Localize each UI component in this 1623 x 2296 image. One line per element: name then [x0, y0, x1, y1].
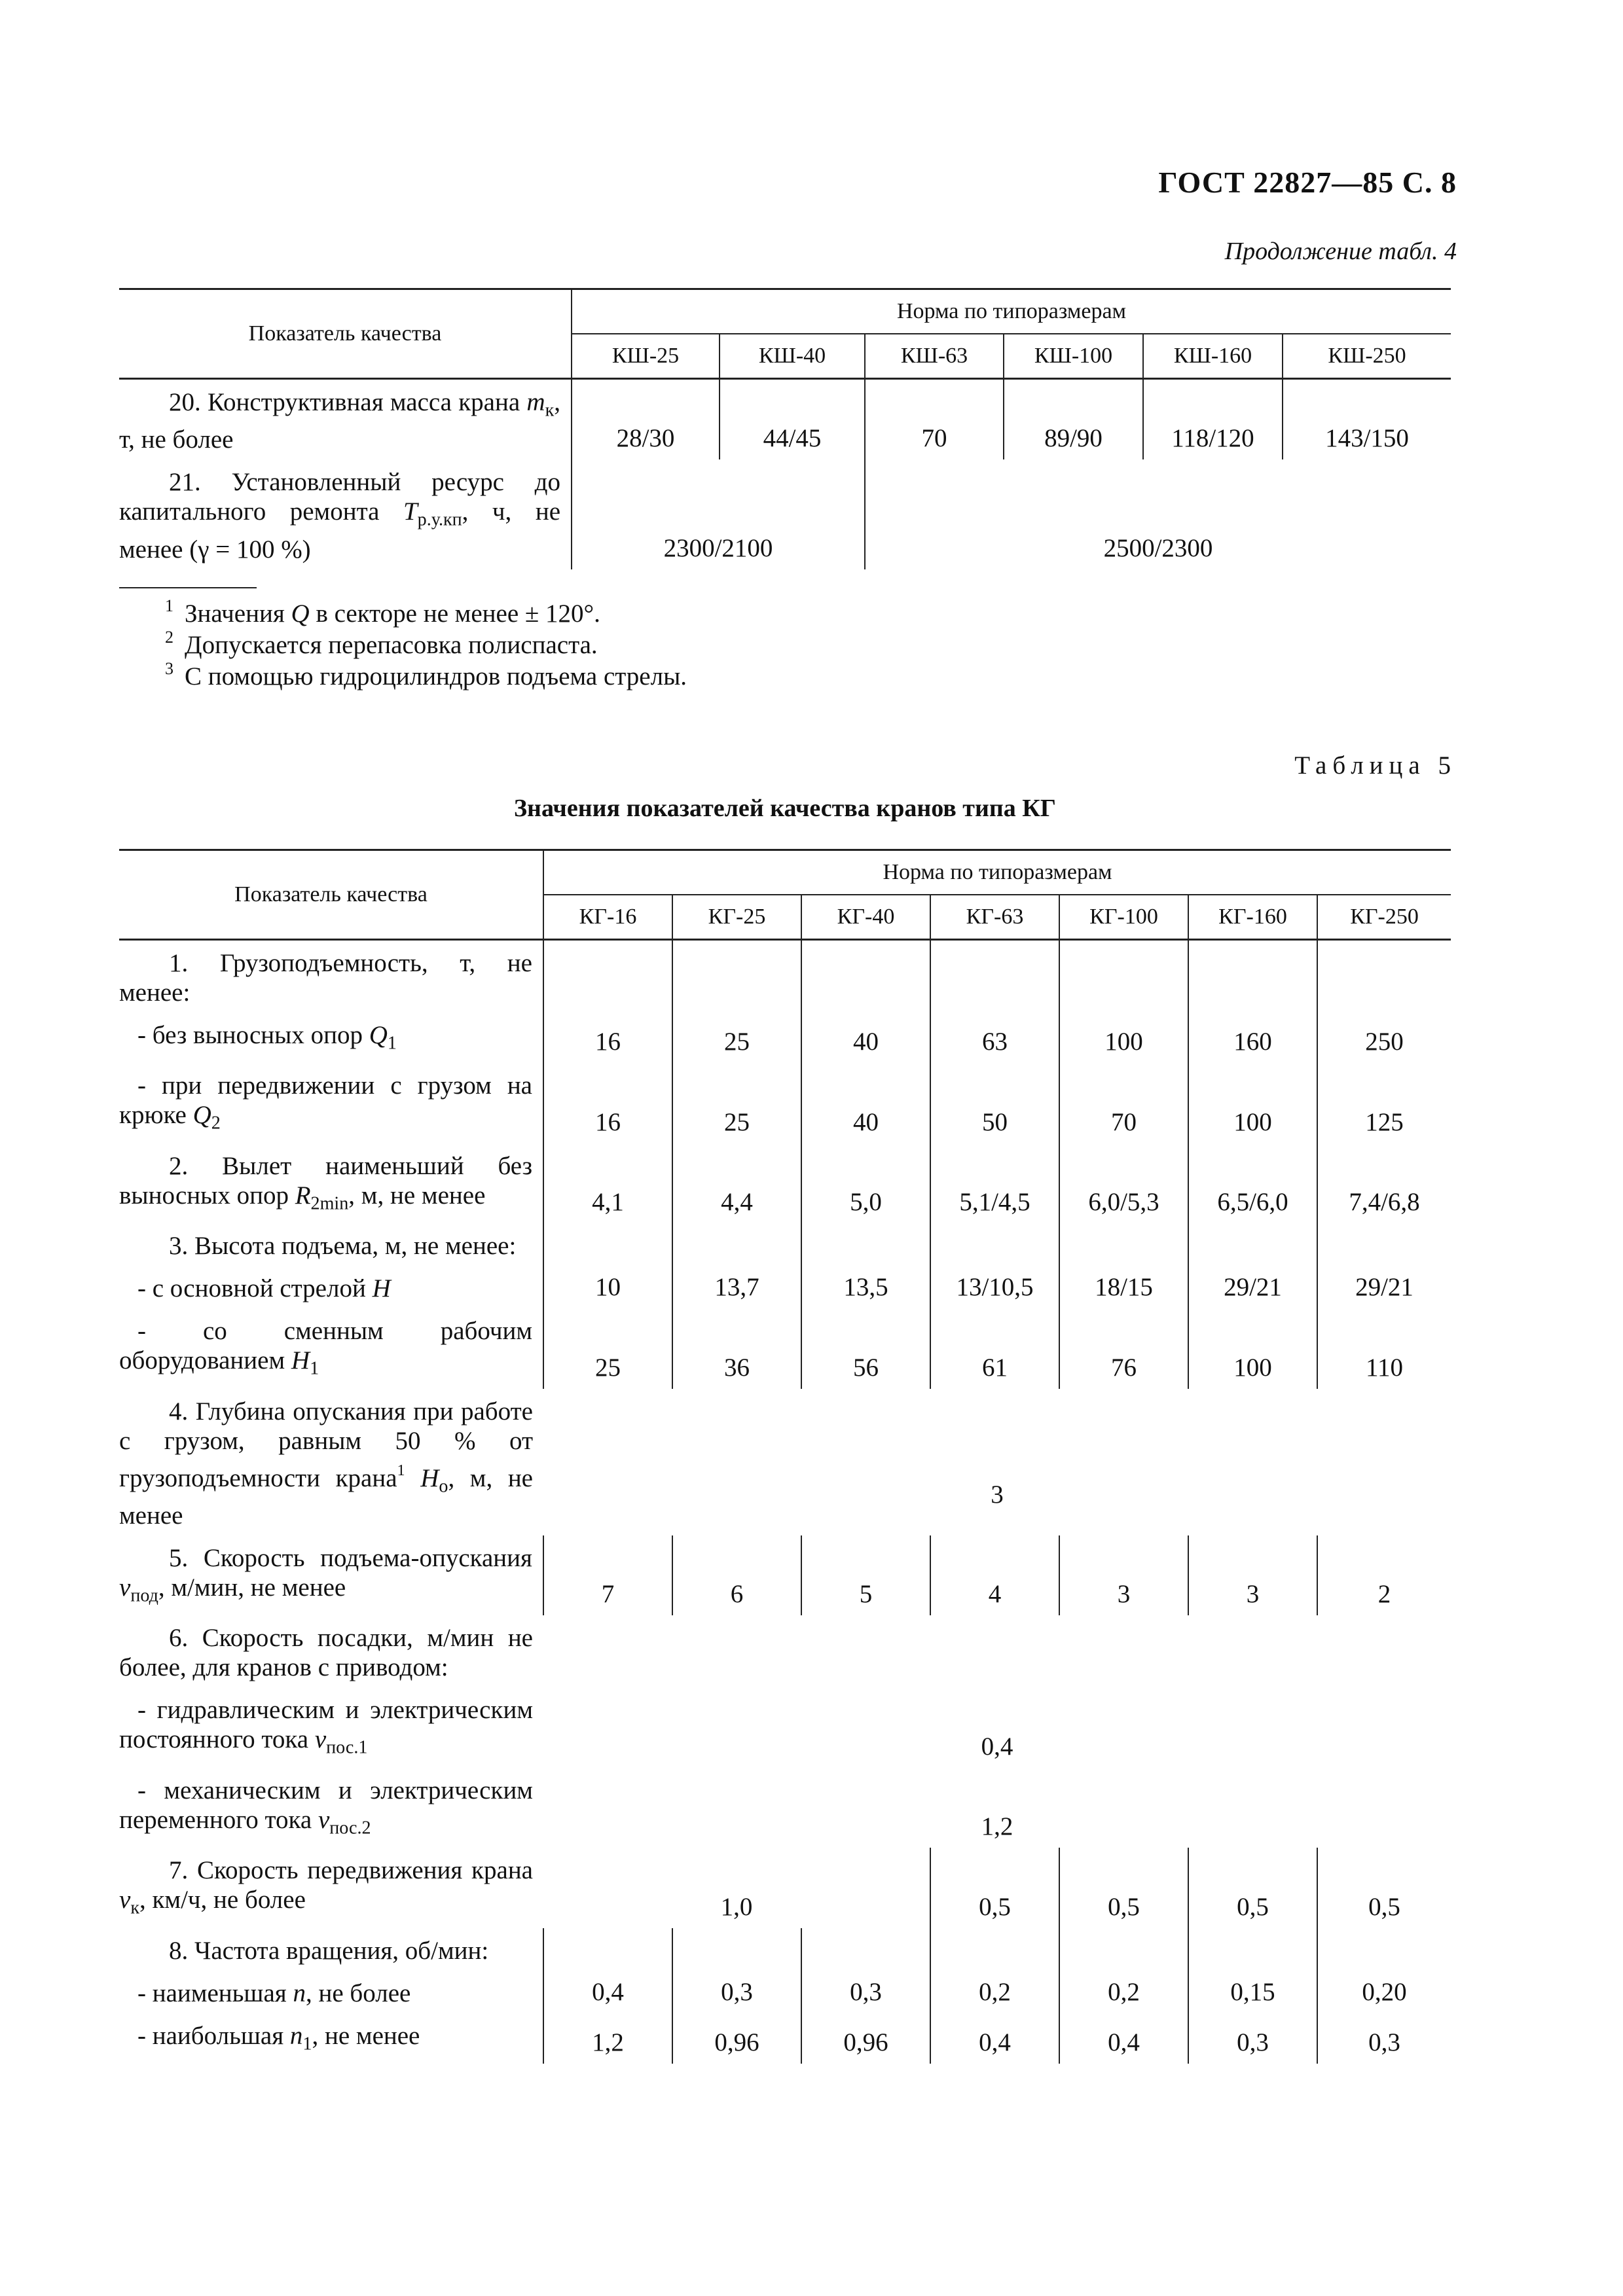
row-label: 21. Установленный ресурс до капитального ремонта $T_{р.у.кп}$, ч, не менее (γ = 100 %) — [119, 468, 561, 564]
table-cell: 1,0 — [720, 1892, 753, 1921]
table-cell: 3 — [1059, 1535, 1188, 1615]
table-cell: 7,4/6,8 — [1317, 1143, 1451, 1223]
table-row — [119, 459, 1451, 569]
footnote-divider — [119, 587, 257, 588]
table-4 — [119, 288, 1451, 569]
table-cell: 6,0/5,3 — [1059, 1143, 1188, 1223]
table-cell: 0,4 — [1059, 2013, 1188, 2064]
quality-indicator-header: Показатель качества — [119, 289, 572, 379]
column-header: КГ-160 — [1188, 895, 1317, 940]
table-cell: 10 — [543, 1266, 672, 1308]
table-cell: 100 — [1188, 1063, 1317, 1143]
column-header: КШ-250 — [1283, 334, 1451, 379]
table-row — [119, 1768, 1451, 1848]
table-cell: 36 — [672, 1308, 801, 1388]
table-cell: 143/150 — [1283, 379, 1451, 460]
row-label: 7. Скорость передвижения крана $v_к$, км/ч, не более — [119, 1856, 533, 1918]
norm-group-header: Норма по типоразмерам — [543, 850, 1451, 895]
table-cell: 56 — [801, 1308, 930, 1388]
table-cell: 1,2 — [543, 2013, 672, 2064]
table-cell: 7 — [543, 1535, 672, 1615]
column-header: КГ-25 — [672, 895, 801, 940]
table-row — [119, 1266, 1451, 1308]
column-header: КШ-160 — [1143, 334, 1283, 379]
table-row — [119, 940, 1451, 1013]
table-cell: 29/21 — [1188, 1266, 1317, 1308]
table-cell: 110 — [1317, 1308, 1451, 1388]
table-cell: 70 — [865, 379, 1004, 460]
table-cell: 25 — [672, 1013, 801, 1063]
table-row — [119, 1687, 1451, 1767]
footnote: 2 Допускается перепасовка полиспаста. — [165, 628, 598, 659]
row-label: 6. Скорость посадки, м/мин не более, для кранов с приводом: — [119, 1624, 533, 1682]
table-row — [119, 1535, 1451, 1615]
table-row — [119, 1308, 1451, 1388]
table-cell: 25 — [672, 1063, 801, 1143]
table-cell: 50 — [930, 1063, 1059, 1143]
table-cell: 25 — [543, 1308, 672, 1388]
table-cell: 118/120 — [1143, 379, 1283, 460]
table-cell: 0,5 — [930, 1848, 1059, 1928]
table-cell: 0,5 — [1059, 1848, 1188, 1928]
table-cell: 0,4 — [930, 2013, 1059, 2064]
document-header: ГОСТ 22827—85 С. 8 — [1158, 166, 1457, 199]
table-cell: 16 — [543, 1063, 672, 1143]
table-cell: 16 — [543, 1013, 672, 1063]
table-cell: 0,96 — [801, 2013, 930, 2064]
column-header: КГ-100 — [1059, 895, 1188, 940]
table-row — [119, 1063, 1451, 1143]
table-cell: 2300/2100 — [572, 459, 865, 569]
table-row — [119, 1143, 1451, 1223]
row-label: - наибольшая $n_1$, не менее — [137, 2021, 420, 2054]
table-number-label: Таблица 5 — [1294, 751, 1457, 780]
table-cell: 63 — [930, 1013, 1059, 1063]
table-continuation-caption: Продолжение табл. 4 — [1224, 238, 1457, 265]
table-cell: 160 — [1188, 1013, 1317, 1063]
table-cell: 0,5 — [1188, 1848, 1317, 1928]
table-cell: 0,3 — [1317, 2013, 1451, 2064]
table-row — [119, 1013, 1451, 1063]
table-cell: 13,7 — [672, 1266, 801, 1308]
row-label: - наименьшая n, не более — [137, 1979, 411, 2007]
table-cell: 1,2 — [981, 1812, 1013, 1841]
table-cell: 100 — [1188, 1308, 1317, 1388]
table-cell: 6 — [672, 1535, 801, 1615]
quality-indicator-header: Показатель качества — [119, 850, 543, 940]
row-label: 8. Частота вращения, об/мин: — [169, 1936, 489, 1965]
table-cell: 18/15 — [1059, 1266, 1188, 1308]
row-label: 20. Конструктивная масса крана $m_к$, т, не более — [119, 388, 560, 454]
table-cell: 29/21 — [1317, 1266, 1451, 1308]
table-cell: 89/90 — [1004, 379, 1143, 460]
column-header: КГ-250 — [1317, 895, 1451, 940]
table-cell: 44/45 — [720, 379, 865, 460]
row-label: 2. Вылет наименьший без выносных опор $R_{2min}$, м, не менее — [119, 1151, 532, 1214]
footnote: 1 Значения Q в секторе не менее ± 120°. — [165, 596, 600, 628]
row-label: - гидравлическим и электрическим постоянного тока $v_{пос.1}$ — [119, 1696, 533, 1758]
table-cell: 70 — [1059, 1063, 1188, 1143]
table-cell: 0,2 — [930, 1971, 1059, 2013]
table-row — [119, 1928, 1451, 1971]
table-row — [119, 379, 1451, 460]
table-cell: 3 — [1188, 1535, 1317, 1615]
table-cell: 0,20 — [1317, 1971, 1451, 2013]
table-cell: 0,3 — [1188, 2013, 1317, 2064]
table-cell: 250 — [1317, 1013, 1451, 1063]
table-row — [119, 1389, 1451, 1535]
table-cell: 0,4 — [543, 1971, 672, 2013]
column-header: КГ-16 — [543, 895, 672, 940]
table-row — [119, 1971, 1451, 2013]
table-cell: 13,5 — [801, 1266, 930, 1308]
table-row — [119, 1848, 1451, 1928]
table-title: Значения показателей качества кранов типа КГ — [514, 795, 1056, 822]
table-cell: 4,4 — [672, 1143, 801, 1223]
row-label: - с основной стрелой H — [137, 1274, 391, 1303]
row-label: - без выносных опор $Q_1$ — [137, 1021, 397, 1054]
row-label: 3. Высота подъема, м, не менее: — [169, 1232, 517, 1261]
table-row — [119, 1615, 1451, 1687]
table-row — [119, 1223, 1451, 1266]
table-cell: 5,0 — [801, 1143, 930, 1223]
table-cell: 4 — [930, 1535, 1059, 1615]
table-cell: 40 — [801, 1013, 930, 1063]
column-header: КШ-25 — [572, 334, 720, 379]
table-cell: 0,5 — [1317, 1848, 1451, 1928]
footnote: 3 С помощью гидроцилиндров подъема стрелы. — [165, 659, 687, 691]
table-cell: 13/10,5 — [930, 1266, 1059, 1308]
row-label: - механическим и электрическим переменного тока $v_{пос.2}$ — [119, 1776, 533, 1839]
column-header: КГ-63 — [930, 895, 1059, 940]
column-header: КШ-63 — [865, 334, 1004, 379]
table-cell: 5 — [801, 1535, 930, 1615]
row-label: 1. Грузоподъемность, т, не менее: — [119, 949, 532, 1007]
table-cell: 0,15 — [1188, 1971, 1317, 2013]
table-cell: 0,4 — [981, 1732, 1013, 1761]
table-cell: 0,96 — [672, 2013, 801, 2064]
table-cell: 5,1/4,5 — [930, 1143, 1059, 1223]
column-header: КГ-40 — [801, 895, 930, 940]
table-cell: 40 — [801, 1063, 930, 1143]
table-cell: 61 — [930, 1308, 1059, 1388]
column-header: КШ-100 — [1004, 334, 1143, 379]
row-label: 4. Глубина опускания при работе с грузом, равным 50 % от грузоподъемности крана$^1$ $H_о$, м, не менее — [119, 1397, 533, 1530]
table-row — [119, 2013, 1451, 2064]
table-cell: 6,5/6,0 — [1188, 1143, 1317, 1223]
row-label: - со сменным рабочим оборудованием $H_1$ — [119, 1317, 532, 1379]
table-cell: 2 — [1317, 1535, 1451, 1615]
table-cell: 0,3 — [801, 1971, 930, 2013]
table-cell: 76 — [1059, 1308, 1188, 1388]
row-label: 5. Скорость подъема-опускания $v_{под}$, м/мин, не менее — [119, 1544, 532, 1606]
row-label: - при передвижении с грузом на крюке $Q_2$ — [119, 1071, 532, 1134]
table-cell: 125 — [1317, 1063, 1451, 1143]
table-cell: 2500/2300 — [865, 459, 1451, 569]
table-cell: 0,3 — [672, 1971, 801, 2013]
column-header: КШ-40 — [720, 334, 865, 379]
table-cell: 28/30 — [572, 379, 720, 460]
table-cell: 100 — [1059, 1013, 1188, 1063]
table-cell: 0,2 — [1059, 1971, 1188, 2013]
table-5 — [119, 849, 1451, 2064]
table-cell: 3 — [991, 1480, 1004, 1509]
table-cell: 4,1 — [543, 1143, 672, 1223]
norm-group-header: Норма по типоразмерам — [572, 289, 1451, 334]
